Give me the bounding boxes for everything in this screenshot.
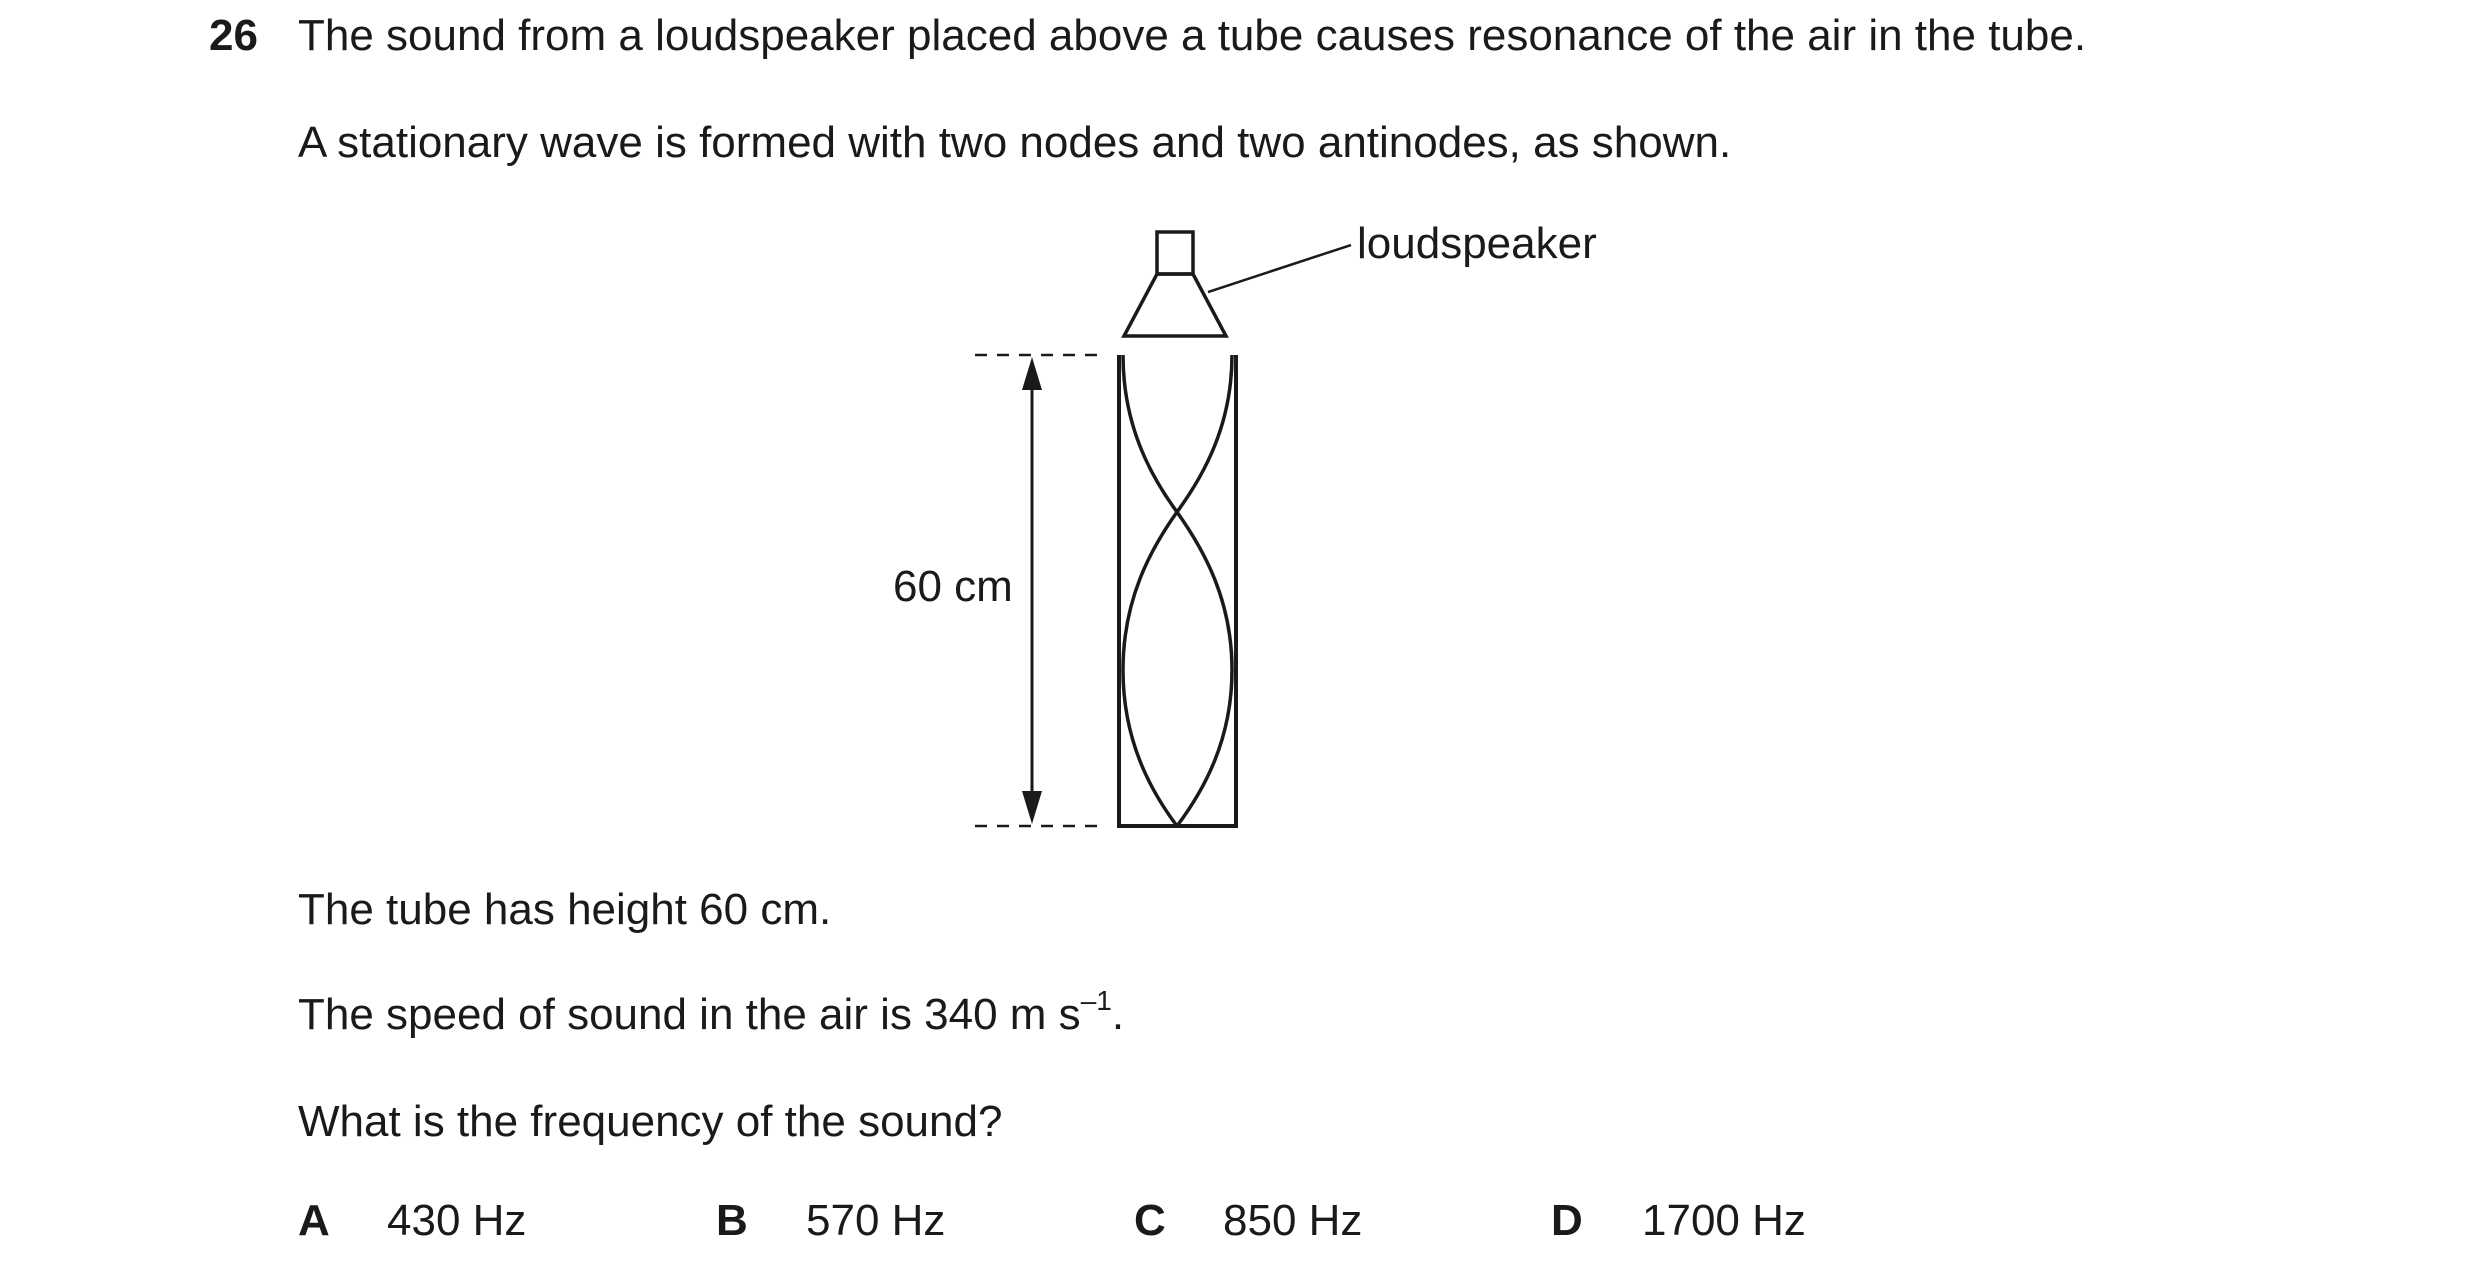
question-prompt: What is the frequency of the sound? xyxy=(298,1097,1003,1146)
speed-statement-main: The speed of sound in the air is 340 m s xyxy=(298,990,1081,1039)
speed-unit-exponent: –1 xyxy=(1080,985,1112,1016)
option-d-value[interactable]: 1700 Hz xyxy=(1642,1196,1806,1245)
loudspeaker-icon xyxy=(1124,232,1226,336)
height-statement: The tube has height 60 cm. xyxy=(298,885,832,934)
height-label: 60 cm xyxy=(893,562,1013,611)
question-setup: A stationary wave is formed with two nodes and two antinodes, as shown. xyxy=(298,118,1732,167)
question-intro: The sound from a loudspeaker placed above a tube causes resonance of the air in the tube. xyxy=(298,11,2087,60)
option-c-letter[interactable]: C xyxy=(1134,1196,1166,1245)
loudspeaker-label: loudspeaker xyxy=(1357,219,1597,268)
loudspeaker-leader-line xyxy=(1208,245,1351,292)
height-arrow xyxy=(1022,357,1042,824)
option-b-value[interactable]: 570 Hz xyxy=(806,1196,946,1245)
option-b-letter[interactable]: B xyxy=(716,1196,748,1245)
speed-statement xyxy=(298,985,1125,1039)
question-number: 26 xyxy=(209,11,258,60)
speed-statement-end: . xyxy=(1111,990,1125,1039)
wave-envelope xyxy=(1123,355,1232,826)
option-c-value[interactable]: 850 Hz xyxy=(1223,1196,1363,1245)
option-a-letter[interactable]: A xyxy=(298,1196,330,1245)
option-d-letter[interactable]: D xyxy=(1551,1196,1583,1245)
option-a-value[interactable]: 430 Hz xyxy=(387,1196,527,1245)
